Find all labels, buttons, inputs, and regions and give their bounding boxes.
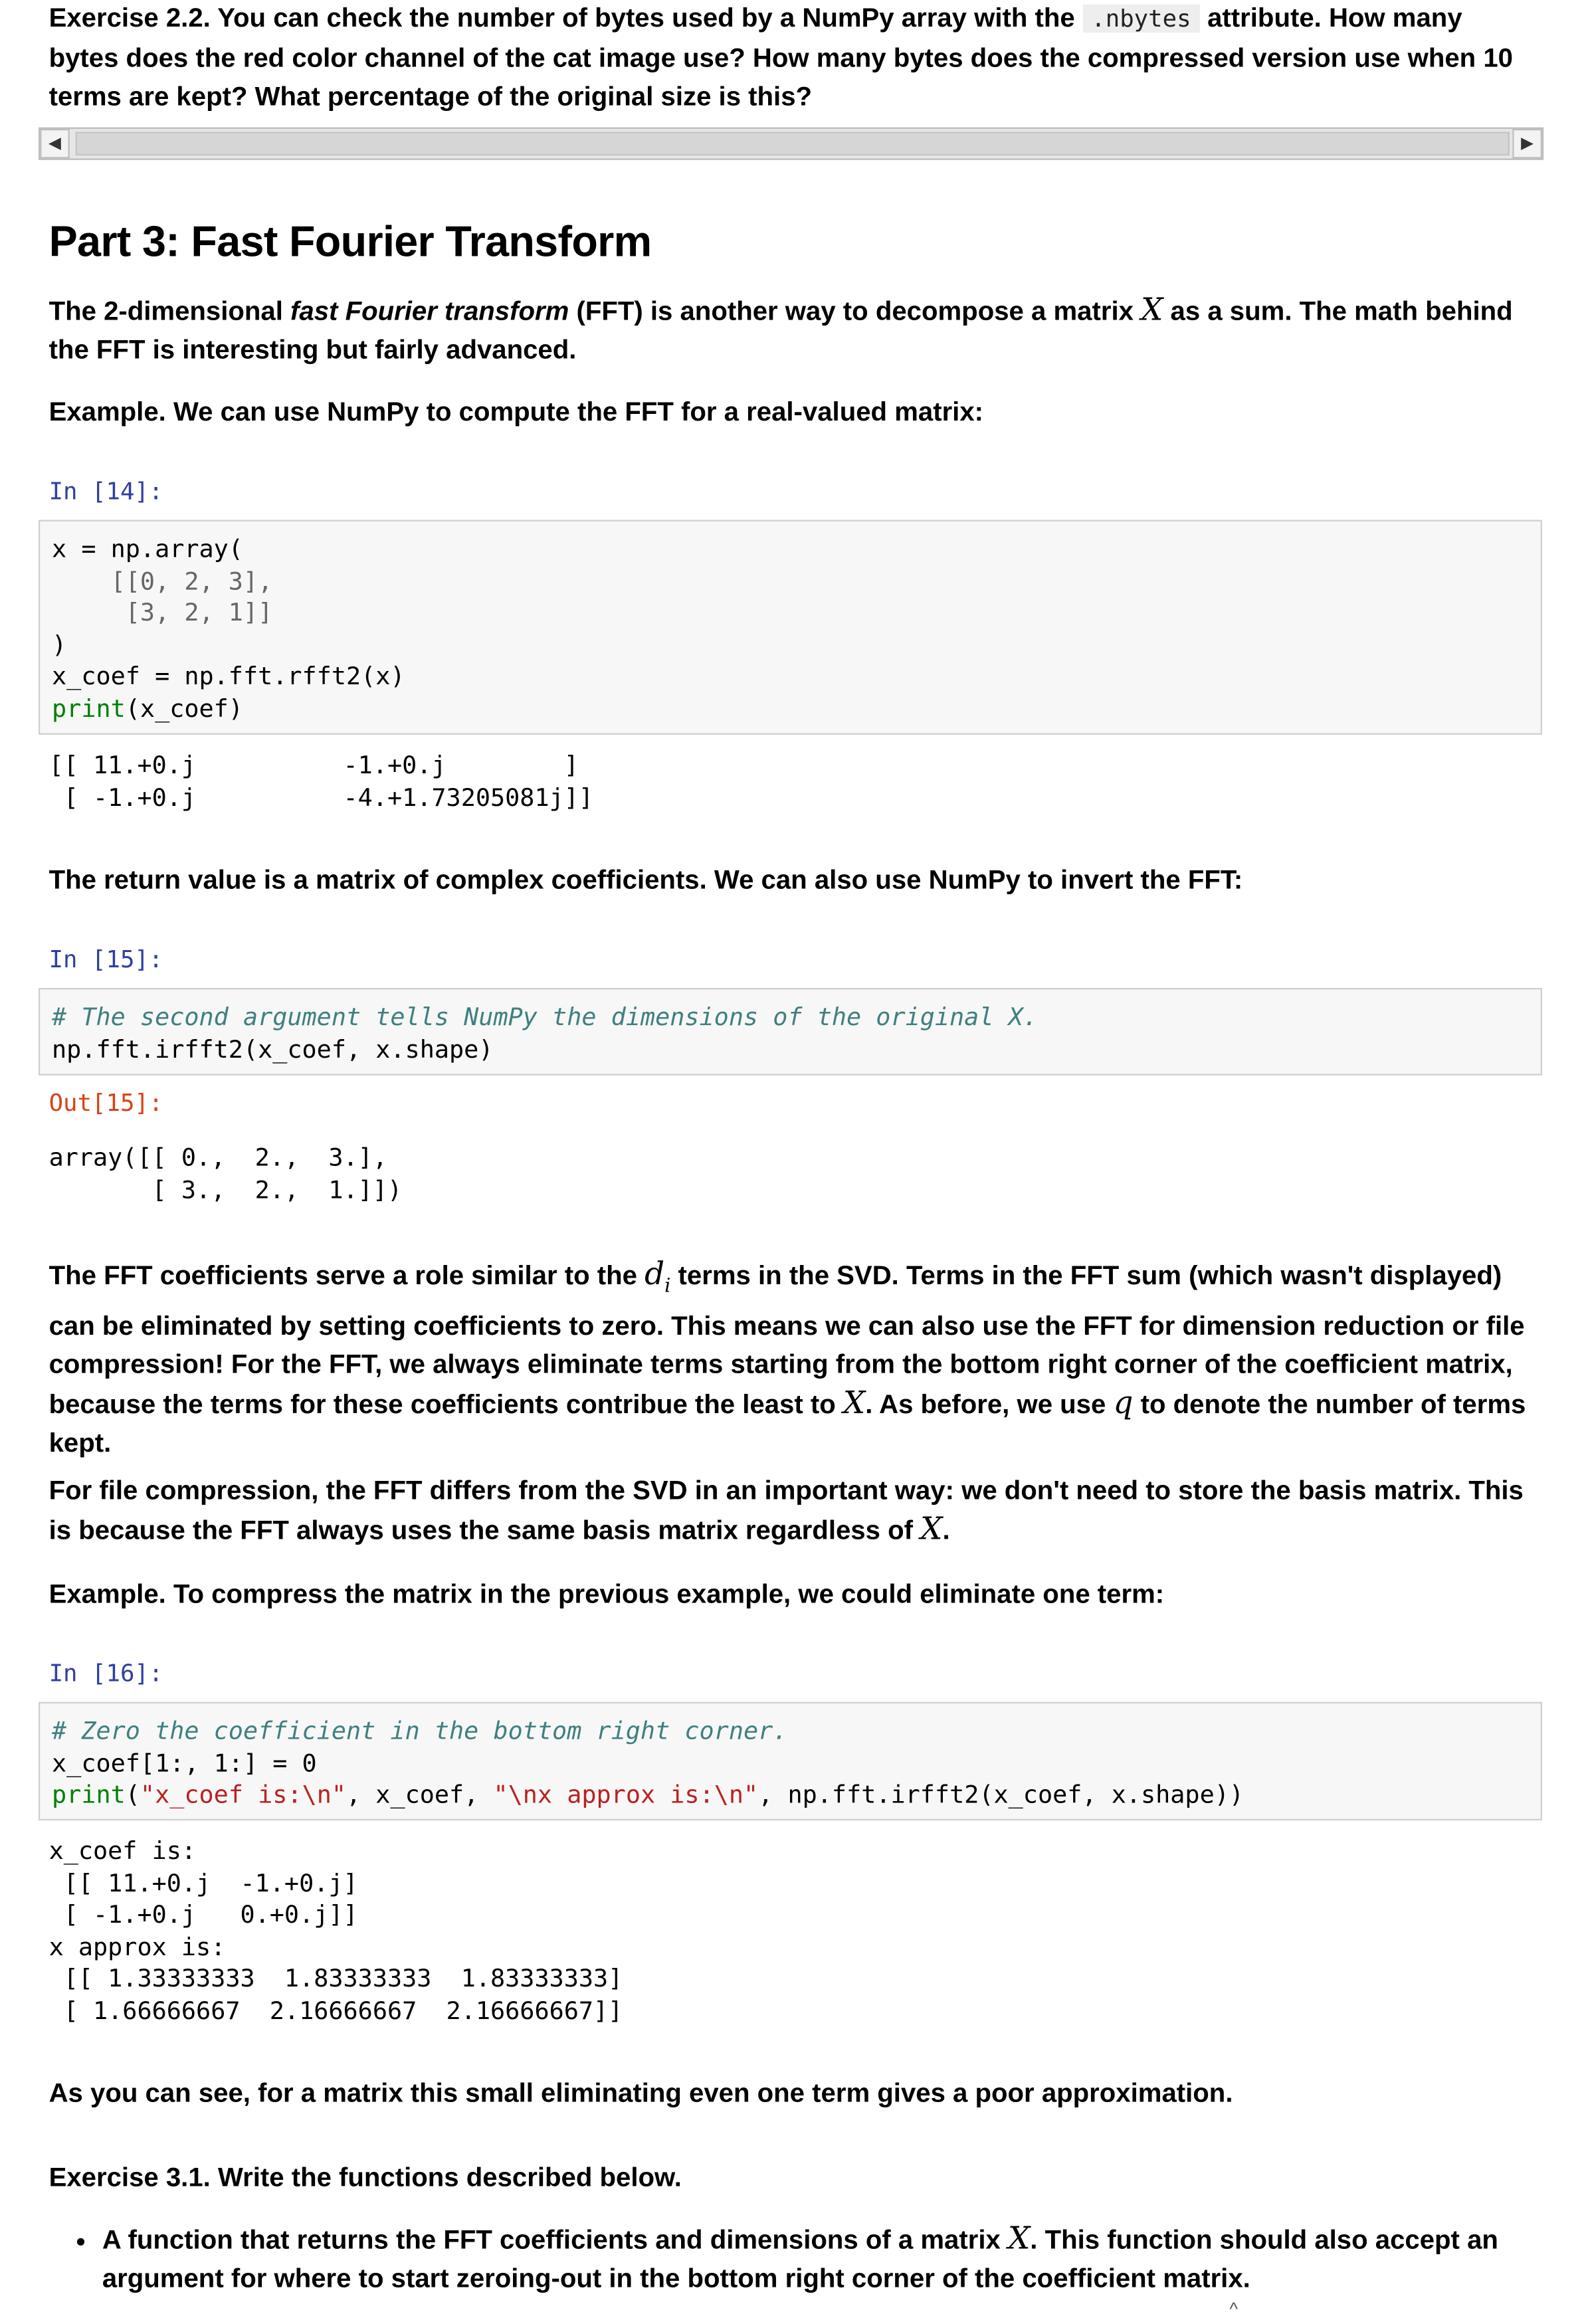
code-line: np.fft.irfft2(x_coef, x.shape) [52, 1034, 494, 1063]
coef-text-a: The FFT coefficients serve a role similar to the [49, 1260, 645, 1290]
example-text: We can use NumPy to compute the FFT for a real-valued matrix: [165, 397, 984, 427]
code-line: , x_coef, [346, 1780, 494, 1809]
code-cell-15[interactable] [39, 988, 1542, 1076]
math-d: d [645, 1256, 665, 1292]
output-line: [ -1.+0.j 0.+0.j]] [49, 1900, 358, 1929]
code-line: x_coef = np.fft.rfft2(x) [52, 662, 405, 690]
code-line: [3, 2, 1]] [52, 598, 273, 627]
compress-text-a: For file compression, the FFT differs from the SVD in an important way: we don't need to store the basis matrix. This is because the FFT always uses the same basis matrix regardless of [49, 1475, 1524, 1545]
exercise-text: Write the functions described below. [210, 2163, 682, 2192]
output-line: [[ 11.+0.j -1.+0.j ] [49, 751, 579, 779]
example1-paragraph [49, 393, 1531, 431]
coefficients-paragraph [49, 1254, 1531, 1462]
inline-code-nbytes: .nbytes [1082, 5, 1200, 33]
intro-paragraph [49, 290, 1531, 369]
exercise-2-2-text [49, 0, 1531, 116]
math-x: X [843, 1385, 866, 1421]
code-line: ) [52, 630, 67, 659]
intro-text-b: (FFT) is another way to decompose a matrix [569, 296, 1141, 326]
output-line: array([[ 0., 2., 3.], [49, 1143, 387, 1172]
code-line: x = np.array( [52, 534, 243, 563]
code-cell-14[interactable] [39, 520, 1542, 735]
code-cell-16-source[interactable] [52, 1715, 1244, 1811]
input-prompt-14: In [14]: [49, 476, 163, 506]
math-x: X [920, 1511, 943, 1547]
code-string: "x_coef is:\n" [140, 1780, 347, 1809]
math-q: q [1113, 1385, 1134, 1421]
output-line: [ 1.66666667 2.16666667 2.16666667]] [49, 1996, 623, 2024]
cell-15-output [49, 1142, 403, 1206]
math-di [645, 1256, 671, 1298]
intro-text-a: The 2-dimensional [49, 296, 291, 326]
code-keyword-print: print [52, 1780, 126, 1809]
output-line: [ -1.+0.j -4.+1.73205081j]] [49, 783, 594, 811]
exercise-label: Exercise 3.1. [49, 2163, 211, 2192]
math-x: X [1007, 2220, 1031, 2256]
output-line: x approx is: [49, 1932, 226, 1961]
list-item [102, 2219, 1584, 2297]
code-paren: ( [125, 1780, 140, 1809]
coef-text-b: terms in the SVD. Terms in the FFT sum (which wasn't displayed) can be eliminated by setting coefficients to zero. This means we can also use the FFT for dimension reduction or file compression! For the FFT, we always eliminate terms starting from the bottom right corner of the coefficient matrix, because the terms for these coefficients contribue the least to [49, 1260, 1525, 1420]
example-label: Example. [49, 1579, 166, 1609]
bullet-text-b: . This function should also accept an argument for where to start zeroing-out in the bottom right corner of the coefficient matrix. [102, 2224, 1498, 2293]
output-line: x_coef is: [49, 1836, 197, 1865]
example-text: To compress the matrix in the previous example, we could eliminate one term: [165, 1579, 1165, 1609]
cell-16-output [49, 1835, 623, 2026]
output-prompt-15: Out[15]: [49, 1088, 163, 1117]
example-label: Example. [49, 397, 166, 427]
output-line: [[ 1.33333333 1.83333333 1.83333333] [49, 1964, 623, 1992]
code-cell-16[interactable] [39, 1702, 1542, 1820]
input-prompt-16: In [16]: [49, 1659, 163, 1688]
coef-text-c: . As before, we use [865, 1389, 1114, 1420]
horizontal-scrollbar[interactable] [39, 128, 1543, 160]
code-line: x_coef[1:, 1:] = 0 [52, 1748, 317, 1777]
coef-text-e: to denote the number of terms kept. [49, 1389, 1526, 1458]
code-line: , np.fft.irfft2(x_coef, x.shape)) [758, 1780, 1244, 1809]
bullet-text-a: A function that returns the FFT coefficients and dimensions of a matrix [102, 2224, 1008, 2255]
code-cell-14-source[interactable] [52, 533, 405, 725]
cell-14-output [49, 749, 593, 813]
exercise-3-1-paragraph [49, 2158, 1531, 2196]
scrollbar-thumb[interactable] [76, 132, 1510, 155]
scroll-right-icon[interactable]: ▶ [1512, 129, 1542, 159]
part3-heading: Part 3: Fast Fourier Transform [49, 219, 652, 267]
math-subscript-i: i [664, 1276, 671, 1298]
code-keyword-print: print [52, 694, 126, 722]
compress-text-b: . [942, 1515, 950, 1545]
intro-text-c: as a sum. The math behind the FFT is interesting but fairly advanced. [49, 296, 1513, 365]
code-string: "\nx approx is:\n" [493, 1780, 759, 1809]
exercise-text-a: You can check the number of bytes used by a NumPy array with the [210, 3, 1082, 33]
intro-emphasis: fast Fourier transform [290, 296, 569, 326]
caret-up-icon: ^ [1229, 2299, 1239, 2320]
code-line: (x_coef) [125, 694, 243, 722]
compression-paragraph [49, 1471, 1531, 1549]
code-cell-15-source[interactable] [52, 1001, 1038, 1065]
exercise-label: Exercise 2.2. [49, 3, 211, 33]
return-value-paragraph: The return value is a matrix of complex coefficients. We can also use NumPy to invert the FFT: [49, 865, 1243, 895]
output-line: [ 3., 2., 1.]]) [49, 1175, 403, 1204]
output-line: [[ 11.+0.j -1.+0.j] [49, 1868, 358, 1897]
code-line: [[0, 2, 3], [52, 566, 273, 595]
code-comment: # The second argument tells NumPy the dimensions of the original X. [52, 1003, 1038, 1031]
code-comment: # Zero the coefficient in the bottom right corner. [52, 1716, 788, 1745]
math-x: X [1141, 292, 1163, 328]
input-prompt-15: In [15]: [49, 945, 163, 973]
poor-approximation-paragraph: As you can see, for a matrix this small eliminating even one term gives a poor approximation. [49, 2078, 1233, 2108]
example2-paragraph [49, 1575, 1531, 1613]
exercise-text-b: attribute. How many bytes does the red color channel of the cat image use? How many bytes does the compressed version use when 10 terms are kept? What percentage of the original size is this? [49, 3, 1513, 112]
scroll-left-icon[interactable]: ◀ [40, 129, 70, 159]
function-list [49, 2219, 1584, 2297]
